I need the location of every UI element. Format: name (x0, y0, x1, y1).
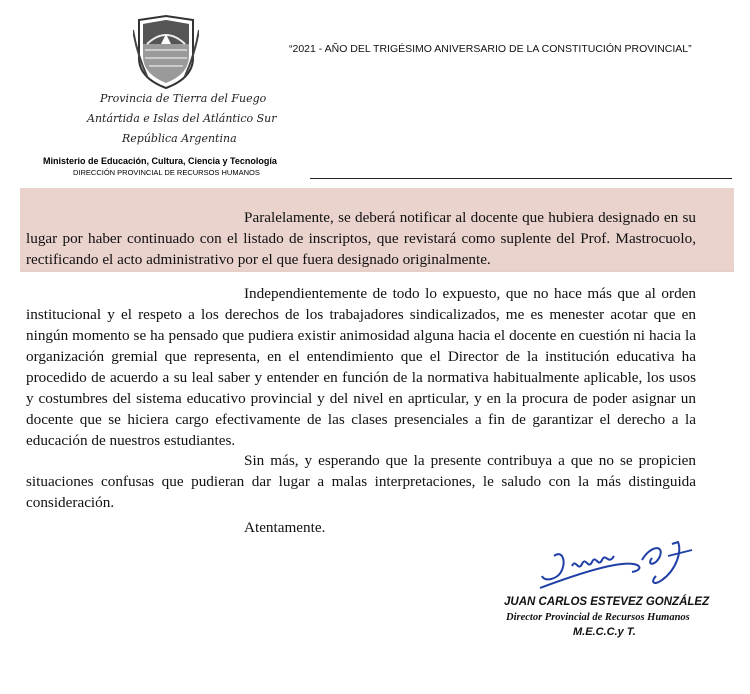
handwritten-signature (532, 536, 702, 596)
ministry-name: Ministerio de Educación, Cultura, Ciencia y Tecnología (43, 156, 277, 166)
signatory-name: JUAN CARLOS ESTEVEZ GONZÁLEZ (504, 596, 710, 608)
province-name-line: Provincia de Tierra del Fuego (100, 92, 267, 105)
signatory-department: M.E.C.C.y T. (573, 626, 636, 638)
paragraph-institutional (26, 283, 696, 451)
paragraph-notification (26, 207, 696, 270)
closing-salutation: Atentamente. (244, 519, 326, 536)
paragraph-institutional-text: Independientemente de todo lo expuesto, que no hace más que al orden institucional y el respeto a los derechos de los trabajadores sindicalizados, me es menester acotar que en ningún momento se ha pensado que pudiera existir animosidad alguna hacia el docente en cuestión ni hacia la organización gremial que representa, en el entendimiento que el Director de la institución educativa ha procedido de acuerdo a su leal saber y entender en función de la normativa habitualmente aplicable, los usos y costumbres del sistema educativo provincial y del nivel en aprticular, y en la procura de poder asignar un docente que se hiciera cargo efectivamente de las clases presenciales a fin de garantizar el derecho a la educación de nuestros estudiantes. (26, 285, 696, 449)
paragraph-closing-remarks (26, 450, 696, 513)
direccion-name: DIRECCIÓN PROVINCIAL DE RECURSOS HUMANOS (73, 168, 260, 177)
signatory-role: Director Provincial de Recursos Humanos (506, 612, 690, 623)
province-subtitle-line: Antártida e Islas del Atlántico Sur (87, 112, 277, 125)
paragraph-notification-text: Paralelamente, se deberá notificar al docente que hubiera designado en su lugar por haber continuado con el listado de inscriptos, que revistará como suplente del Prof. Mastrocuolo, rectificando el acto administrativo por el que fuera designado originalmente. (26, 209, 696, 268)
paragraph-closing-remarks-text: Sin más, y esperando que la presente contribuya a que no se propicien situaciones confusas que pudieran dar lugar a malas interpretaciones, le saludo con la más distinguida consideración. (26, 452, 696, 511)
provincial-coat-of-arms-icon (133, 14, 199, 90)
year-motto: “2021 - AÑO DEL TRIGÉSIMO ANIVERSARIO DE LA CONSTITUCIÓN PROVINCIAL” (289, 43, 692, 55)
country-line: República Argentina (122, 132, 237, 145)
header-divider (310, 178, 732, 179)
